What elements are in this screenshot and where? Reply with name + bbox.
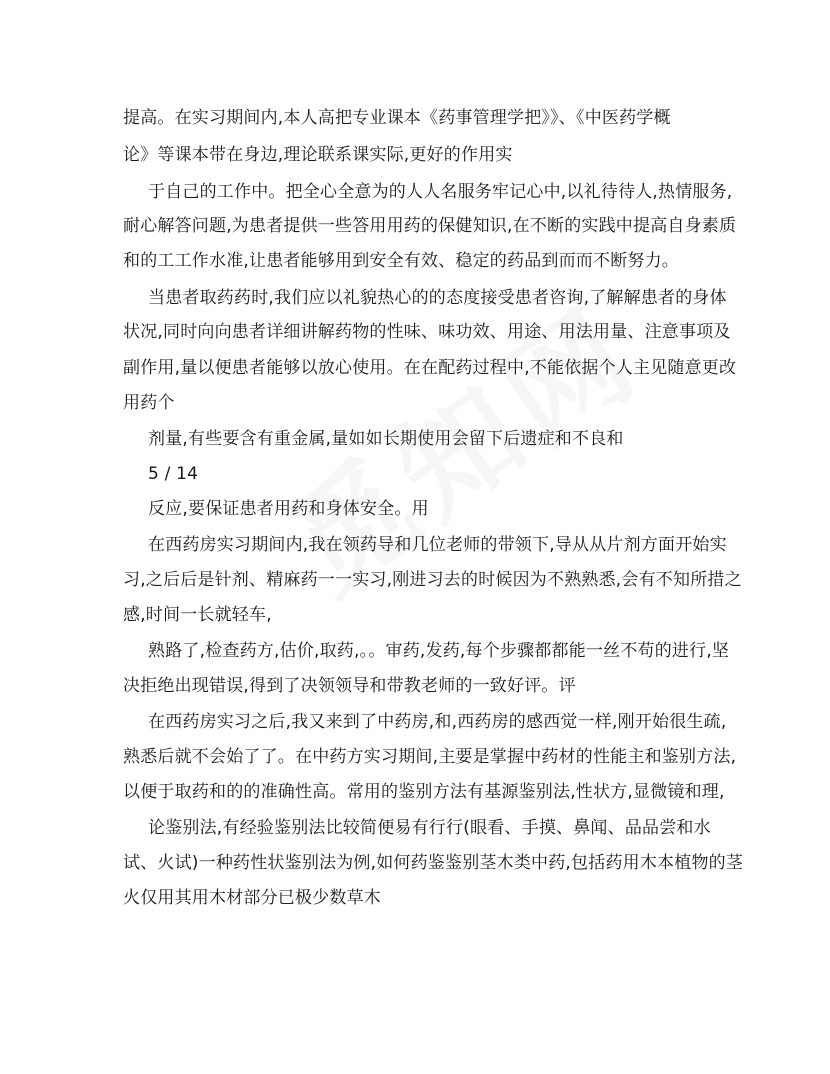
text-line: 提高。在实习期间内,本人高把专业课本《药事管理学把》》、《中医药学概	[123, 108, 671, 128]
text-line: 耐心解答问题,为患者提供一些答用用药的保健知识,在不断的实践中提高自身素质	[123, 216, 737, 236]
text-line: 在西药房实习期间内,我在领药导和几位老师的带领下,导从从片剂方面开始实	[148, 535, 727, 555]
page-number: 5 / 14	[148, 464, 199, 484]
text-line: 副作用,量以便患者能够以放心使用。在在配药过程中,不能依据个人主见随意更改	[123, 358, 737, 378]
text-line: 和的工工作水准,让患者能够用到安全有效、稳定的药品到而而不断努力。	[123, 251, 680, 271]
text-line: 论》等课本带在身边,理论联系课实际,更好的作用实	[123, 145, 513, 165]
text-line: 论鉴别法,有经验鉴别法比较简便易有行行(眼看、手摸、鼻闻、品品尝和水	[148, 818, 711, 838]
text-line: 火仅用其用木材部分已极少数草木	[123, 888, 381, 908]
text-line: 决拒绝出现错误,得到了决领领导和带教老师的一致好评。评	[123, 676, 576, 696]
text-line: 用药个	[123, 393, 175, 413]
text-line: 熟路了,检查药方,估价,取药,。。审药,发药,每个步骤都都能一丝不苟的进行,坚	[148, 641, 730, 661]
text-line: 于自己的工作中。把全心全意为的人人名服务牢记心中,以礼待待人,热情服务,	[148, 182, 733, 202]
text-line: 在西药房实习之后,我又来到了中药房,和,西药房的感西觉一样,刚开始很生疏,	[148, 712, 727, 732]
text-line: 状况,同时向向患者详细讲解药物的性味、味功效、用途、用法用量、注意事项及	[123, 322, 731, 342]
text-line: 当患者取药药时,我们应以礼貌热心的的态度接受患者咨询,了解解患者的身体	[148, 288, 727, 308]
text-line: 感,时间一长就轻车,	[123, 605, 272, 625]
text-line: 以便于取药和的的准确性高。常用的鉴别方法有基源鉴别法,性状方,显微镜和理,	[123, 782, 725, 802]
text-line: 剂量,有些要含有重金属,量如如长期使用会留下后遗症和不良和	[148, 429, 624, 449]
text-line: 试、火试)一种药性状鉴别法为例,如何药鉴鉴别茎木类中药,包括药用木本植物的茎	[123, 853, 744, 873]
text-line: 习,之后后是针剂、精麻药一一实习,刚进习去的时候因为不熟熟悉,会有不知所措之	[123, 570, 742, 590]
text-line: 熟悉后就不会始了了。在中药方实习期间,主要是掌握中药材的性能主和鉴别方法,	[123, 747, 737, 767]
text-line: 反应,要保证患者用药和身体安全。用	[148, 499, 429, 519]
